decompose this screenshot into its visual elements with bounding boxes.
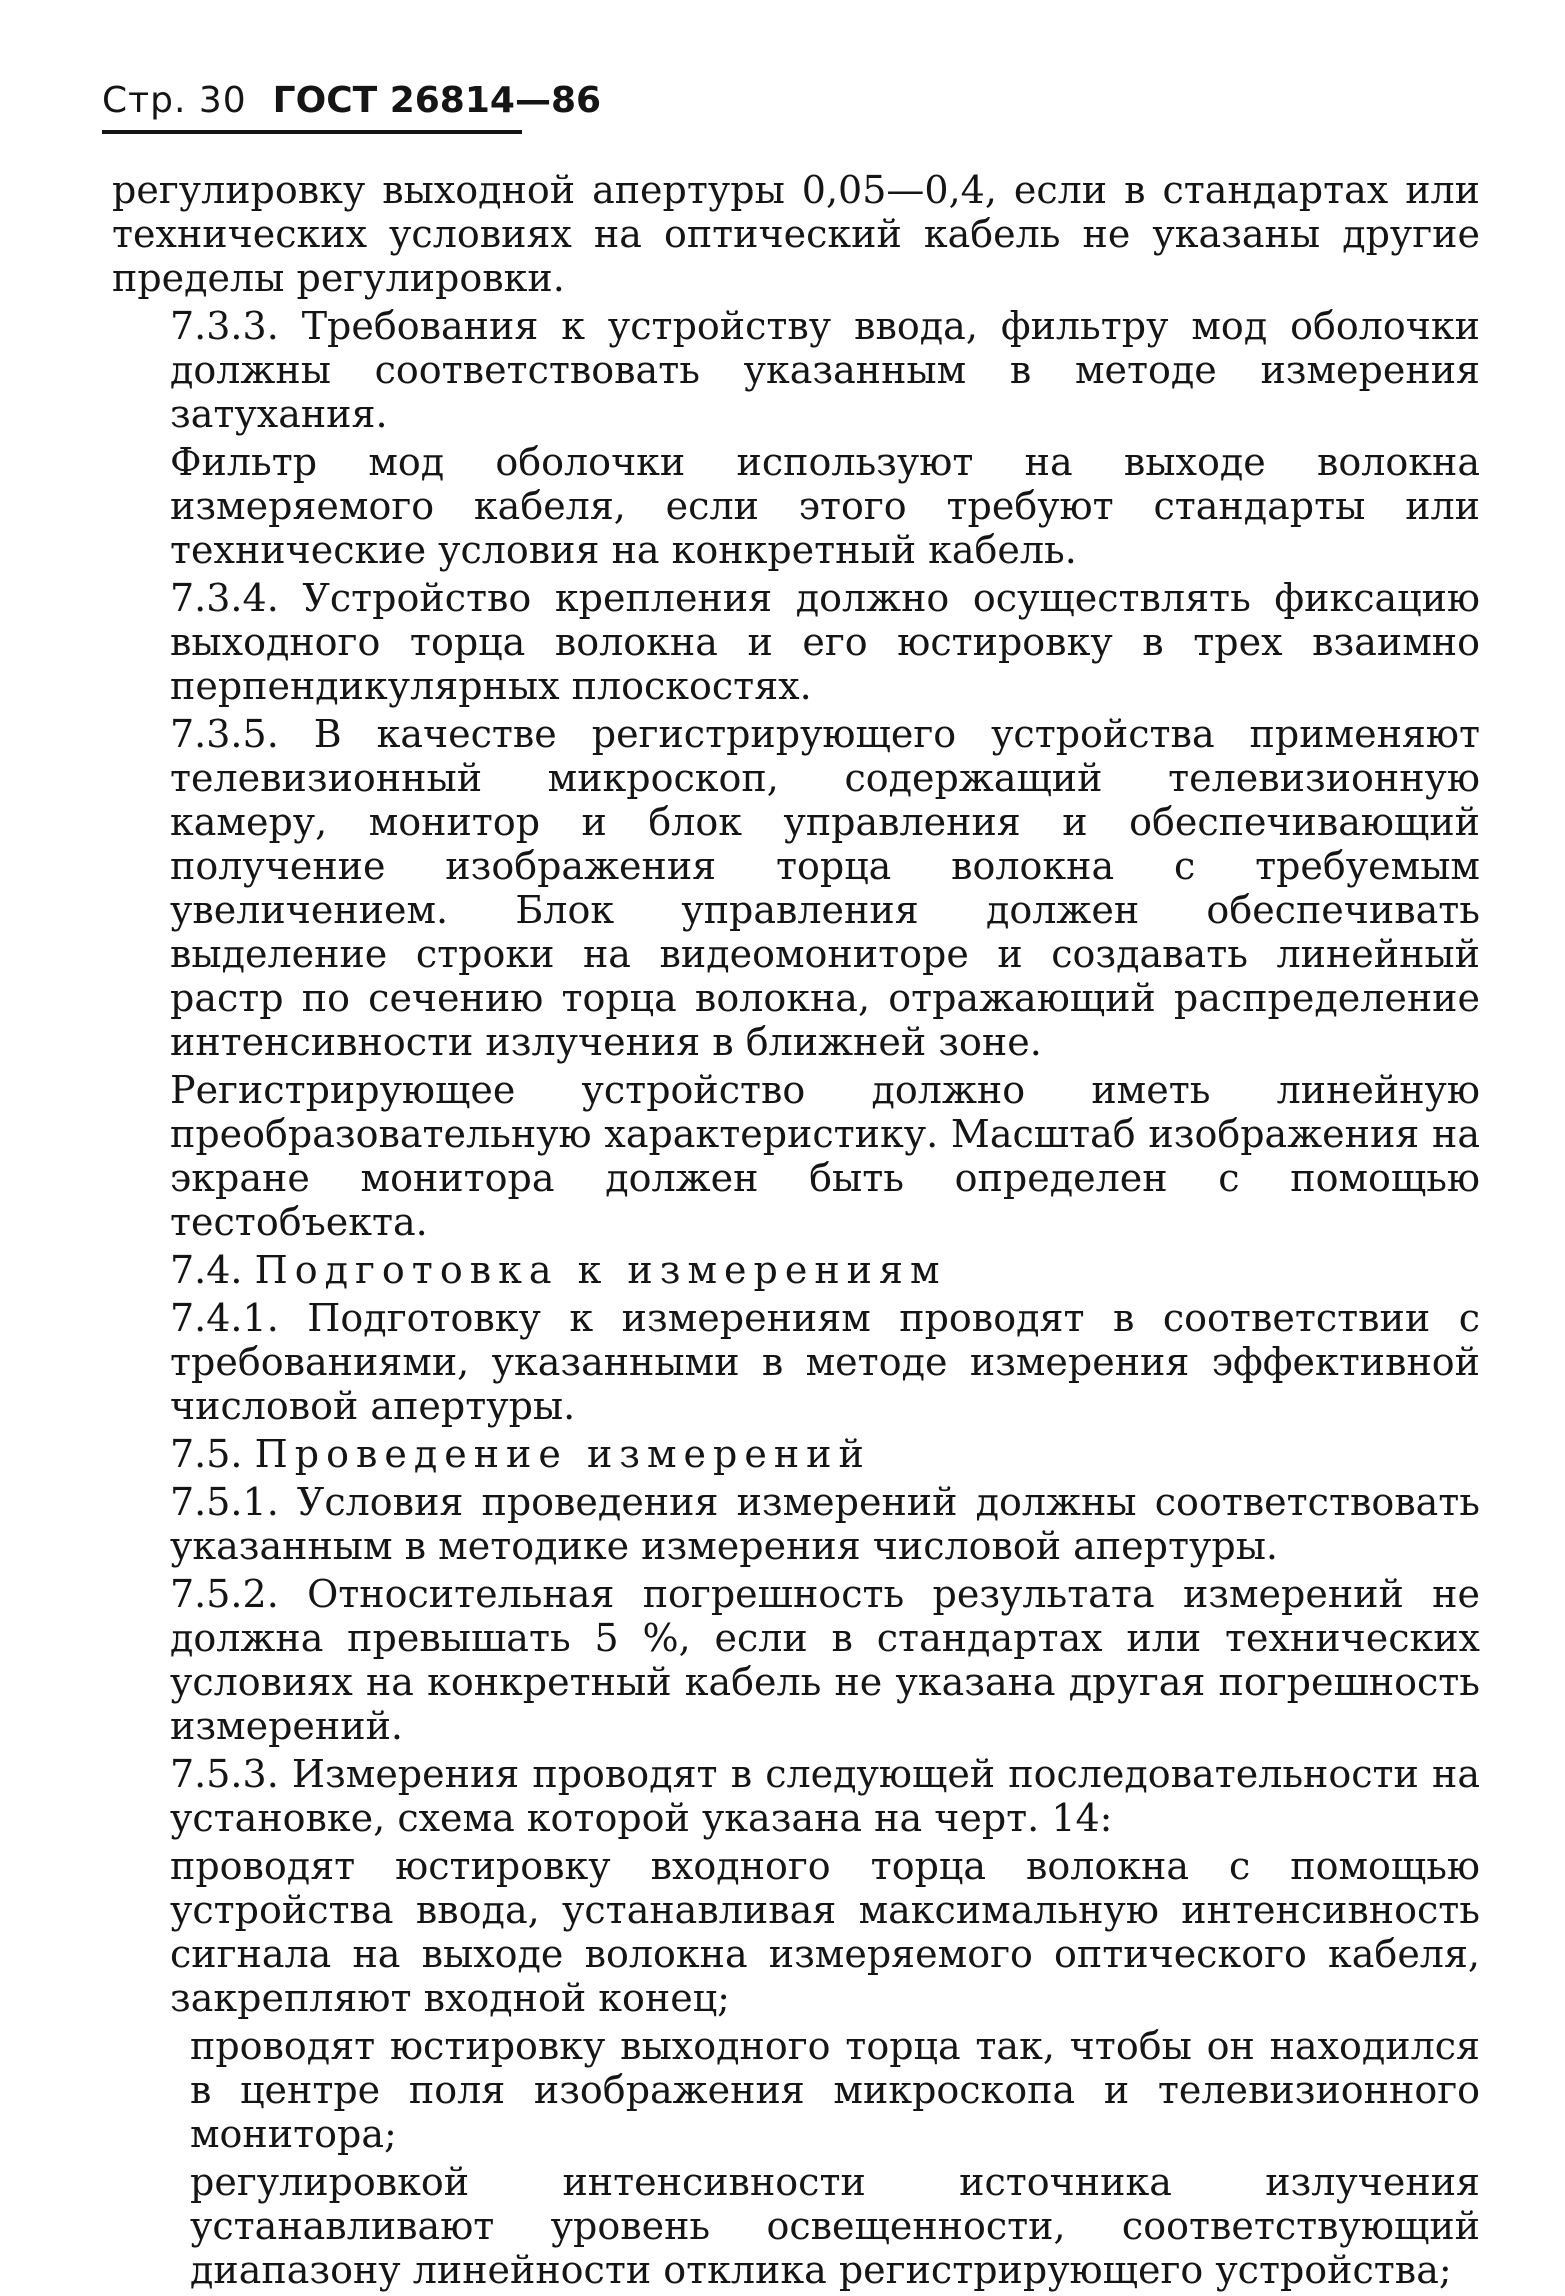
paragraph-7-3-4-text: 7.3.4. Устройство крепления должно осуществлять фиксацию выходного торца волокна и его юстировку в трех взаимно перпендикулярных плоскостях. (170, 576, 1480, 708)
paragraph-filter (112, 440, 1480, 572)
paragraph-7-3-5-text: 7.3.5. В качестве регистрирующего устройства применяют телевизионный микроскоп, содержащий телевизионную камеру, монитор и блок управления и обеспечивающий получение изображения торца волокна с требуемым увеличением. Блок управления должен обеспечивать выделение строки на видеомониторе и создавать линейный растр по сечению торца волокна, отражающий распределение интенсивности излучения в ближней зоне. (170, 712, 1480, 1064)
list-item-input-alignment (112, 1844, 1480, 2020)
paragraph-7-3-3 (112, 304, 1480, 436)
paragraph-7-3-3-text: 7.3.3. Требования к устройству ввода, фильтру мод оболочки должны соответствовать указанным в методе измерения затухания. (170, 304, 1480, 436)
list-item-output-alignment-text: проводят юстировку выходного торца так, чтобы он находился в центре поля изображения микроскопа и телевизионного монитора; (190, 2024, 1480, 2156)
paragraph-filter-text: Фильтр мод оболочки используют на выходе волокна измеряемого кабеля, если этого требуют стандарты или технические условия на конкретный кабель. (170, 440, 1480, 572)
section-heading-7-5-title: Проведение измерений (254, 1432, 871, 1476)
paragraph-7-5-1-text: 7.5.1. Условия проведения измерений должны соответствовать указанным в методике измерения числовой апертуры. (170, 1480, 1480, 1568)
paragraph-7-5-3 (112, 1752, 1480, 1840)
paragraph-7-5-3-text: 7.5.3. Измерения проводят в следующей последовательности на установке, схема которой указана на черт. 14: (170, 1752, 1480, 1840)
paragraph-7-3-4 (112, 576, 1480, 708)
paragraph-7-4-1-text: 7.4.1. Подготовку к измерениям проводят в соответствии с требованиями, указанными в методе измерения эффективной числовой апертуры. (170, 1296, 1480, 1428)
list-item-intensity-adjustment-text: регулировкой интенсивности источника излучения устанавливают уровень освещенности, соответствующий диапазону линейности отклика регистрирующего устройства; (190, 2160, 1480, 2292)
page-number: Стр. 30 (102, 80, 247, 121)
paragraph-recorder (112, 1068, 1480, 1244)
paragraph-1-text: регулировку выходной апертуры 0,05—0,4, если в стандартах или технических условиях на оптический кабель не указаны другие пределы регулировки. (112, 168, 1480, 300)
page-header (102, 70, 602, 132)
paragraph-7-3-5 (112, 712, 1480, 1064)
header-rule (102, 130, 522, 134)
paragraph-7-5-2-text: 7.5.2. Относительная погрешность результата измерений не должна превышать 5 %, если в стандартах или технических условиях на конкретный кабель не указана другая погрешность измерений. (170, 1572, 1480, 1748)
list-item-output-alignment (112, 2024, 1480, 2156)
list-item-input-alignment-text: проводят юстировку входного торца волокна с помощью устройства ввода, устанавливая максимальную интенсивность сигнала на выходе волокна измеряемого оптического кабеля, закрепляют входной конец; (170, 1844, 1480, 2020)
paragraph-1 (112, 168, 1480, 300)
list-item-intensity-adjustment (112, 2160, 1480, 2292)
paragraph-7-5-1 (112, 1480, 1480, 1568)
section-heading-7-5-number: 7.5. (170, 1432, 243, 1476)
paragraph-7-5-2 (112, 1572, 1480, 1748)
document-body (112, 168, 1480, 2296)
section-heading-7-5 (112, 1432, 1480, 1476)
section-heading-7-4-number: 7.4. (170, 1248, 243, 1292)
section-heading-7-4-title: Подготовка к измерениям (254, 1248, 947, 1292)
standard-number: ГОСТ 26814—86 (272, 80, 602, 121)
paragraph-7-4-1 (112, 1296, 1480, 1428)
section-heading-7-4 (112, 1248, 1480, 1292)
paragraph-recorder-text: Регистрирующее устройство должно иметь линейную преобразовательную характеристику. Масштаб изображения на экране монитора должен быть определен с помощью тестобъекта. (170, 1068, 1480, 1244)
